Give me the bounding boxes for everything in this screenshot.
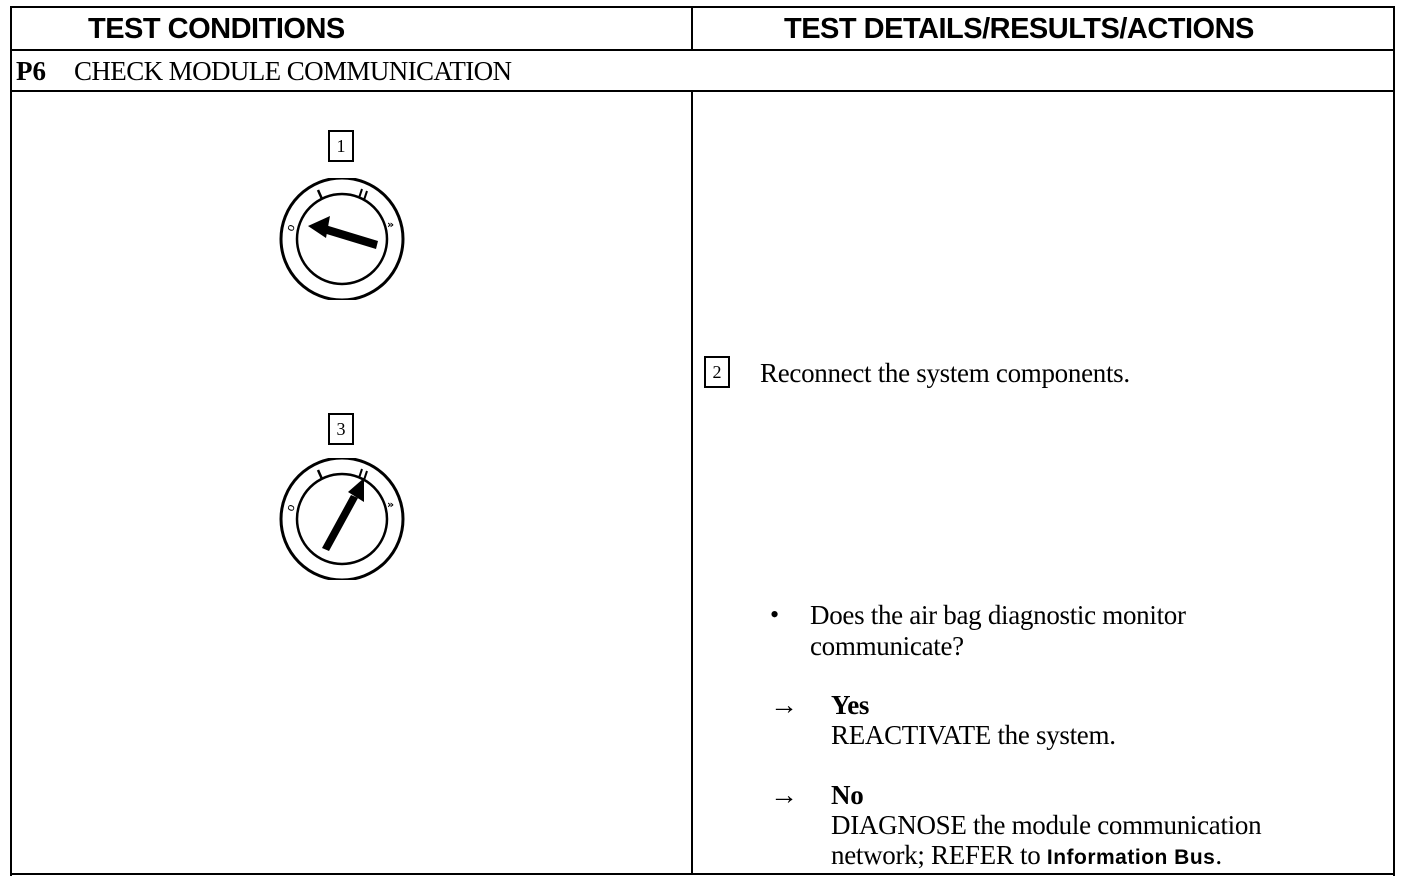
no-action-prefix: network; REFER to [831, 840, 1041, 870]
svg-text:»: » [387, 498, 395, 511]
frame-left [10, 6, 12, 876]
step-id: P6 [16, 55, 46, 86]
no-action-line-2 [831, 840, 1222, 873]
information-bus-reference: Information Bus [1046, 846, 1216, 869]
frame-right [1393, 6, 1395, 876]
no-action-line-1: DIAGNOSE the module communication [831, 810, 1262, 840]
question-line-2: communicate? [810, 631, 964, 661]
yes-label: Yes [831, 690, 870, 720]
ignition-switch-on-icon [278, 458, 406, 580]
yes-action: REACTIVATE the system. [831, 720, 1116, 750]
header-test-conditions: TEST CONDITIONS [88, 12, 345, 45]
bullet-icon: • [770, 600, 780, 629]
step-title: CHECK MODULE COMMUNICATION [74, 55, 512, 86]
no-arrow-icon: → [770, 780, 798, 811]
item-2-text: Reconnect the system components. [760, 358, 1130, 388]
column-divider-body [691, 90, 693, 874]
svg-text:o: o [283, 222, 298, 234]
header-test-details: TEST DETAILS/RESULTS/ACTIONS [784, 12, 1254, 45]
svg-text:»: » [387, 218, 395, 231]
frame-bottom [10, 873, 1395, 875]
column-divider-header [691, 6, 693, 50]
svg-text:o: o [283, 502, 298, 514]
no-action-suffix: . [1215, 840, 1222, 870]
figure-3-number: 3 [328, 413, 354, 445]
step-divider [10, 90, 1395, 92]
figure-1-number: 1 [328, 130, 354, 162]
no-label: No [831, 780, 864, 810]
ignition-switch-off-icon [278, 178, 406, 300]
step-title-row [14, 52, 511, 90]
yes-arrow-icon: → [770, 690, 798, 721]
item-2-number: 2 [704, 356, 730, 388]
question-line-1: Does the air bag diagnostic monitor [810, 600, 1186, 630]
